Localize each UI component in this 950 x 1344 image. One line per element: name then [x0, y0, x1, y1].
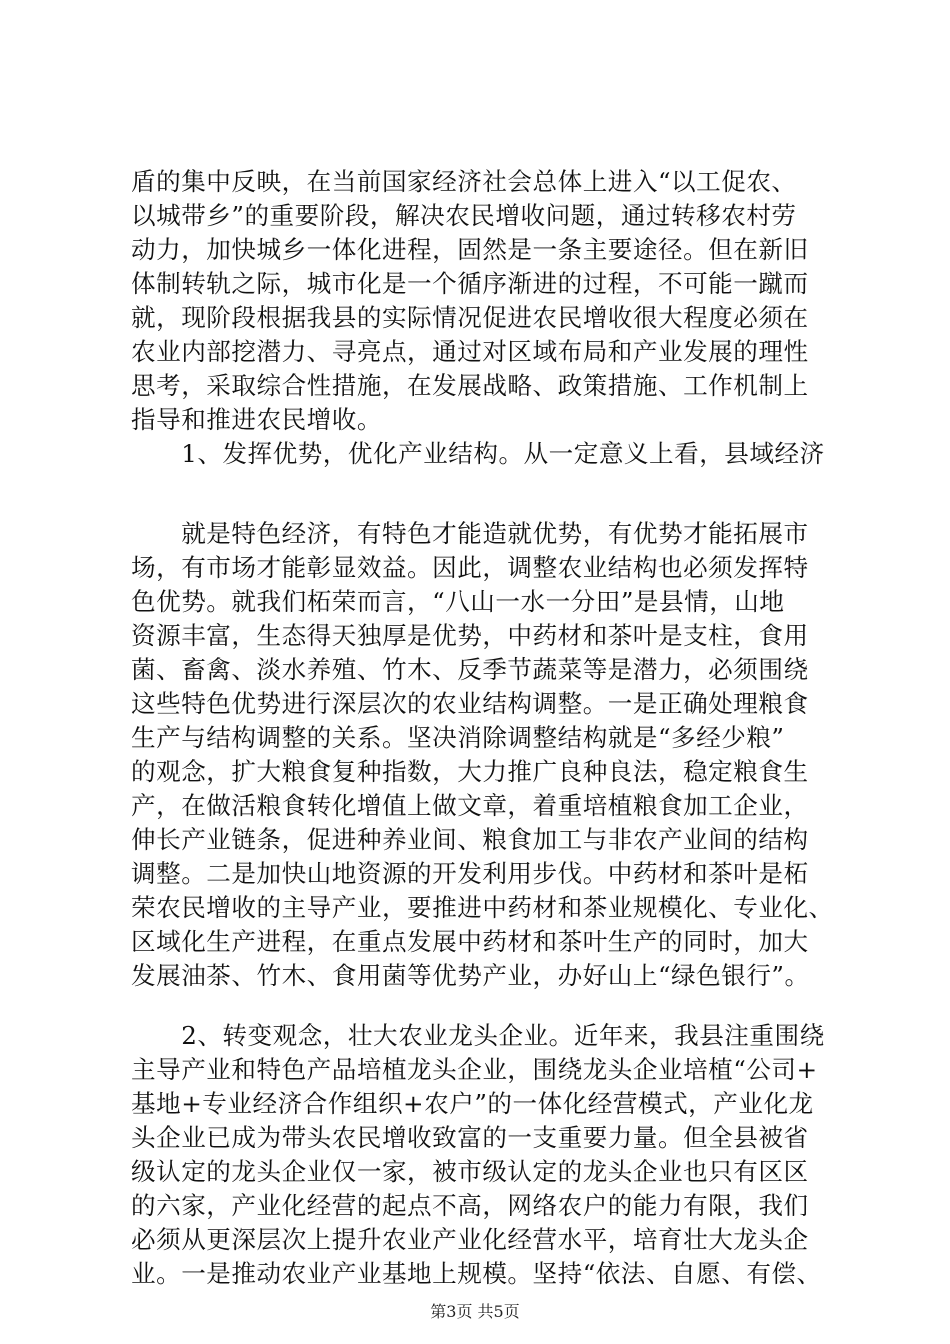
text-line: 体制转轨之际，城市化是一个循序渐进的过程，不可能一蹴而 [131, 269, 809, 298]
text-line: 动力，加快城乡一体化进程，固然是一条主要途径。但在新旧 [131, 235, 809, 264]
text-line: 资源丰富，生态得天独厚是优势，中药材和茶叶是支柱，食用 [131, 621, 809, 650]
text-line: 就，现阶段根据我县的实际情况促进农民增收很大程度必须在 [131, 303, 809, 332]
text-line: 场，有市场才能彰显效益。因此，调整农业结构也必须发挥特 [131, 553, 809, 582]
text-line: 农业内部挖潜力、寻亮点，通过对区域布局和产业发展的理性 [131, 337, 809, 366]
text-line: 产，在做活粮食转化增值上做文章，着重培植粮食加工企业， [131, 791, 809, 820]
text-line: 伸长产业链条，促进种养业间、粮食加工与非农产业间的结构 [131, 825, 809, 854]
text-line: 这些特色优势进行深层次的农业结构调整。一是正确处理粮食 [131, 689, 809, 718]
text-line: 头企业已成为带头农民增收致富的一支重要力量。但全县被省 [131, 1123, 809, 1152]
text-line: 的观念，扩大粮食复种指数，大力推广良种良法，稳定粮食生 [131, 757, 809, 786]
text-line: 的六家，产业化经营的起点不高，网络农户的能力有限，我们 [131, 1191, 809, 1220]
paragraph-1-heading-line: 1、发挥优势，优化产业结构。从一定意义上看，县域经济 [131, 439, 825, 468]
text-line: 色优势。就我们柘荣而言，“八山一水一分田”是县情，山地 [131, 587, 785, 616]
text-line: 区域化生产进程，在重点发展中药材和茶叶生产的同时，加大 [131, 927, 809, 956]
text-line: 思考，采取综合性措施，在发展战略、政策措施、工作机制上 [131, 371, 809, 400]
text-line: 调整。二是加快山地资源的开发利用步伐。中药材和茶叶是柘 [131, 859, 809, 888]
text-line: 基地+专业经济合作组织+农户”的一体化经营模式，产业化龙 [131, 1089, 814, 1118]
text-line: 盾的集中反映，在当前国家经济社会总体上进入“以工促农、 [131, 167, 797, 196]
text-line: 级认定的龙头企业仅一家，被市级认定的龙头企业也只有区区 [131, 1157, 809, 1186]
text-line: 主导产业和特色产品培植龙头企业，围绕龙头企业培植“公司+ [131, 1055, 818, 1084]
text-line: 就是特色经济，有特色才能造就优势，有优势才能拓展市 [131, 519, 809, 548]
page-number-footer: 第3页 共5页 [430, 1302, 520, 1321]
text-line: 必须从更深层次上提升农业产业化经营水平，培育壮大龙头企 [131, 1225, 809, 1254]
text-line: 发展油茶、竹木、食用菌等优势产业，办好山上“绿色银行”。 [131, 961, 810, 990]
text-line: 以城带乡”的重要阶段，解决农民增收问题，通过转移农村劳 [131, 201, 797, 230]
paragraph-2-heading-line: 2、转变观念，壮大农业龙头企业。近年来，我县注重围绕 [131, 1021, 825, 1050]
text-line: 生产与结构调整的关系。坚决消除调整结构就是“多经少粮” [131, 723, 785, 752]
text-line: 菌、畜禽、淡水养殖、竹木、反季节蔬菜等是潜力，必须围绕 [131, 655, 809, 684]
text-line: 指导和推进农民增收。 [131, 405, 382, 434]
text-line: 荣农民增收的主导产业，要推进中药材和茶业规模化、专业化、 [131, 893, 834, 922]
text-line: 业。一是推动农业产业基地上规模。坚持“依法、自愿、有偿、 [131, 1259, 822, 1288]
